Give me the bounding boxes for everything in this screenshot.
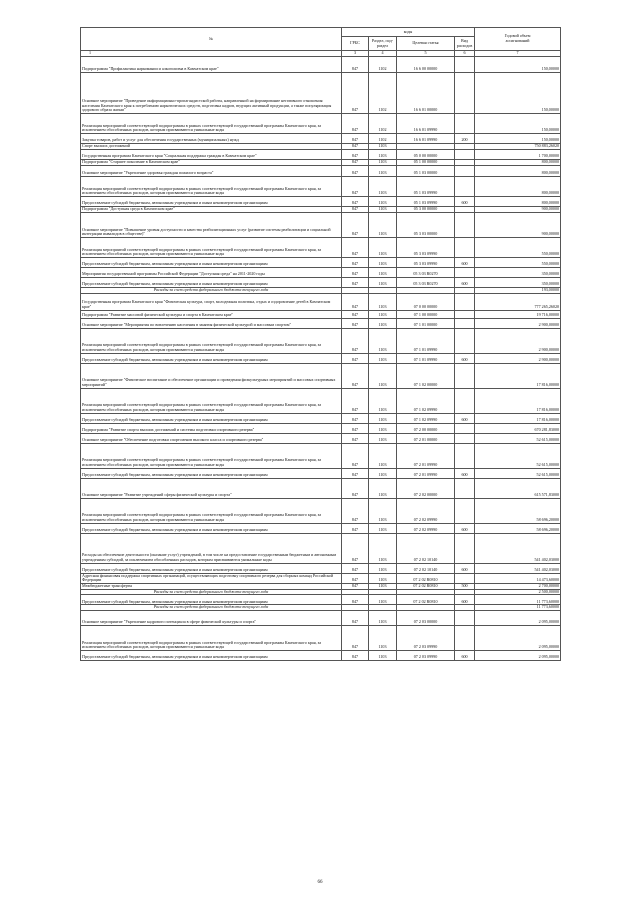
header-section: Раздел, под- раздел (369, 37, 397, 51)
row-grbs: 847 (342, 160, 369, 166)
row-section: 1103 (369, 443, 397, 468)
row-grbs: 847 (342, 423, 369, 433)
row-target-article: 07 2 03 00000 (397, 610, 455, 625)
table-row (81, 413, 561, 423)
row-section: 1103 (369, 650, 397, 660)
table-row (81, 478, 561, 498)
row-grbs: 847 (342, 443, 369, 468)
row-amount: 800,00000 (475, 177, 561, 197)
row-target-article: 07 2 01 00000 (397, 433, 455, 443)
row-target-article: 05 3 00 00000 (397, 207, 455, 213)
row-amount: 2 095,00000 (475, 610, 561, 625)
row-grbs: 847 (342, 478, 369, 498)
header-codes: коды (342, 28, 475, 37)
row-expense-type (455, 478, 475, 498)
row-grbs: 847 (342, 433, 369, 443)
row-section: 1103 (369, 498, 397, 523)
row-section: 1102 (369, 73, 397, 114)
row-section: 1103 (369, 207, 397, 213)
table-row (81, 423, 561, 433)
table-row (81, 388, 561, 413)
row-name: Реализация мероприятий соответствующей подпрограммы в рамках соответствующей государственной программы Камчатского края, за исключением обособленных расходов, которым присваиваются уникальные коды (81, 238, 342, 258)
row-grbs: 847 (342, 197, 369, 207)
row-section: 1103 (369, 258, 397, 268)
row-target-article: 07 1 02 00000 (397, 363, 455, 388)
row-target-article: 07 2 02 10140 (397, 563, 455, 573)
row-amount: 800,00000 (475, 197, 561, 207)
row-target-article: 16 6 01 09990 (397, 134, 455, 144)
row-grbs: 847 (342, 150, 369, 160)
row-grbs: 847 (342, 573, 369, 583)
row-name: Расходы за счет средств федерального бюджета текущего года (81, 288, 342, 294)
row-amount: 900,00000 (475, 213, 561, 238)
table-row (81, 328, 561, 353)
row-grbs: 847 (342, 57, 369, 73)
row-expense-type: 600 (455, 197, 475, 207)
row-name: Основное мероприятие "Обеспечение подготовки спортсменов высокого класса и спортивного резерва" (81, 433, 342, 443)
table-row (81, 134, 561, 144)
row-name: Подпрограмма "Развитие массовой физической культуры и спорта в Камчатском крае" (81, 310, 342, 318)
row-name: Предоставление субсидий бюджетным, автономным учреждениям и иным некоммерческим организациям (81, 468, 342, 478)
header-annual: Годовой объем ассигнований (475, 28, 561, 51)
row-expense-type: 600 (455, 650, 475, 660)
header-num: № (81, 28, 342, 51)
row-grbs: 847 (342, 498, 369, 523)
row-name: Подпрограмма "Профилактика наркомании и алкоголизма в Камчатском крае" (81, 57, 342, 73)
row-section: 1102 (369, 134, 397, 144)
budget-table (80, 27, 561, 661)
row-section: 1103 (369, 573, 397, 583)
row-target-article: 07 1 01 09990 (397, 328, 455, 353)
row-target-article: 07 2 02 R0810 (397, 573, 455, 583)
row-amount: 800,00000 (475, 166, 561, 177)
row-section: 1103 (369, 293, 397, 310)
row-target-article: 07 2 01 09990 (397, 468, 455, 478)
row-target-article: 05 3 03 09990 (397, 258, 455, 268)
row-amount: 2 500,00000 (475, 589, 561, 595)
row-name: Реализация мероприятий соответствующей подпрограммы в рамках соответствующей государственной программы Камчатского края, за исключением обособленных расходов, которым присваиваются уникальные коды (81, 443, 342, 468)
row-expense-type (455, 238, 475, 258)
row-target-article: 07 2 00 00000 (397, 423, 455, 433)
table-row (81, 293, 561, 310)
table-row (81, 268, 561, 278)
row-amount: 58 696,20000 (475, 498, 561, 523)
row-expense-type (455, 388, 475, 413)
row-target-article: 07 1 02 09990 (397, 388, 455, 413)
row-name: Основное мероприятие "Развитие учреждений сферы физической культуры и спорта" (81, 478, 342, 498)
table-row (81, 114, 561, 134)
row-name: Расходы за счет средств федерального бюджета текущего года (81, 605, 342, 611)
row-expense-type (455, 150, 475, 160)
row-grbs: 847 (342, 177, 369, 197)
row-amount: 777 265,26020 (475, 293, 561, 310)
row-grbs: 847 (342, 258, 369, 268)
table-row (81, 73, 561, 114)
table-row (81, 57, 561, 73)
row-target-article: 07 1 01 00000 (397, 318, 455, 328)
row-name: Подпрограмма "Развитие спорта высших достижений и системы подготовки спортивного резерва" (81, 423, 342, 433)
row-grbs: 847 (342, 595, 369, 605)
row-expense-type (455, 73, 475, 114)
row-name: Расходы на обеспечение деятельности (оказание услуг) учреждений, в том числе на предоставление государственным бюджетным и автономным учреждениям субсидий, за исключением обособленных расходов, которым присваиваются уникальные коды (81, 533, 342, 563)
colnum-6: 6 (455, 51, 475, 57)
row-amount: 670 281,83000 (475, 423, 561, 433)
row-section: 1103 (369, 150, 397, 160)
row-grbs: 847 (342, 134, 369, 144)
row-section: 1103 (369, 353, 397, 363)
row-section: 1103 (369, 413, 397, 423)
row-name: Реализация мероприятий соответствующей подпрограммы в рамках соответствующей государственной программы Камчатского края, за исключением обособленных расходов, которым присваиваются уникальные коды (81, 114, 342, 134)
row-expense-type (455, 423, 475, 433)
table-body (81, 57, 561, 661)
table-row (81, 197, 561, 207)
row-amount: 14 473,60000 (475, 573, 561, 583)
row-grbs: 847 (342, 144, 369, 150)
row-target-article: 05 1 03 09990 (397, 197, 455, 207)
row-expense-type (455, 363, 475, 388)
row-expense-type: 600 (455, 278, 475, 288)
header-target: Целевая статья (397, 37, 455, 51)
row-target-article: 07 2 02 10140 (397, 533, 455, 563)
row-section: 1103 (369, 177, 397, 197)
row-expense-type: 600 (455, 468, 475, 478)
table-row (81, 595, 561, 605)
row-name: Основное мероприятие "Проведение информационно-пропагандистской работы, направленной на формирование негативного отношения населения Камчатского края к потреблению наркотических средств, подготовка кадров, ведущих активный продукции, а также популяризация здорового образа жизни" (81, 73, 342, 114)
row-target-article: 16 6 01 09990 (397, 114, 455, 134)
row-target-article: 07 2 02 R0810 (397, 595, 455, 605)
row-name: Основное мероприятие "Укрепление здоровья граждан пожилого возраста" (81, 166, 342, 177)
row-name: Реализация мероприятий соответствующей подпрограммы в рамках соответствующей государственной программы Камчатского края, за исключением обособленных расходов, которым присваиваются уникальные коды (81, 177, 342, 197)
row-expense-type (455, 443, 475, 468)
row-grbs: 847 (342, 650, 369, 660)
row-name: Подпрограмма "Старшее поколение в Камчатском крае" (81, 160, 342, 166)
row-section: 1103 (369, 144, 397, 150)
row-section: 1103 (369, 166, 397, 177)
row-expense-type (455, 625, 475, 650)
row-section: 1103 (369, 610, 397, 625)
header-exp-type: Вид расходов (455, 37, 475, 51)
row-amount: 52 615,00000 (475, 443, 561, 468)
row-grbs: 847 (342, 213, 369, 238)
row-amount: 150,00000 (475, 114, 561, 134)
row-amount: 541 402,03000 (475, 533, 561, 563)
row-name: Государственная программа Камчатского края "Физическая культура, спорт, молодежная политика, отдых и оздоровление детей в Камчатском крае" (81, 293, 342, 310)
row-grbs: 847 (342, 268, 369, 278)
row-name: Предоставление субсидий бюджетным, автономным учреждениям и иным некоммерческим организациям (81, 650, 342, 660)
row-grbs: 847 (342, 207, 369, 213)
row-amount: 2 900,00000 (475, 353, 561, 363)
row-name: Межбюджетные трансферты (81, 583, 342, 589)
row-name: Предоставление субсидий бюджетным, автономным учреждениям и иным некоммерческим организациям (81, 353, 342, 363)
row-name: Основное мероприятие "Мероприятия по вовлечению населения в занятия физической культурой и массовым спортом" (81, 318, 342, 328)
row-expense-type: 600 (455, 595, 475, 605)
row-grbs: 847 (342, 468, 369, 478)
row-expense-type: 600 (455, 353, 475, 363)
row-section: 1103 (369, 563, 397, 573)
row-name: Реализация мероприятий соответствующей подпрограммы в рамках соответствующей государственной программы Камчатского края, за исключением обособленных расходов, которым присваиваются уникальные коды (81, 388, 342, 413)
row-grbs: 847 (342, 328, 369, 353)
row-name: Реализация мероприятий соответствующей подпрограммы в рамках соответствующей государственной программы Камчатского края, за исключением обособленных расходов, которым присваиваются уникальные коды (81, 328, 342, 353)
row-section: 1103 (369, 388, 397, 413)
row-amount: 150,00000 (475, 134, 561, 144)
row-section: 1103 (369, 238, 397, 258)
row-section: 1102 (369, 57, 397, 73)
table-row (81, 258, 561, 268)
row-grbs: 847 (342, 293, 369, 310)
row-grbs: 847 (342, 114, 369, 134)
row-amount: 550,00000 (475, 238, 561, 258)
row-expense-type (455, 433, 475, 443)
row-amount: 800,00000 (475, 160, 561, 166)
row-amount: 52 615,00000 (475, 468, 561, 478)
row-target-article: 16 6 00 00000 (397, 57, 455, 73)
row-section: 1103 (369, 213, 397, 238)
row-target-article: 07 2 02 09990 (397, 498, 455, 523)
table-row (81, 523, 561, 533)
row-section: 1103 (369, 278, 397, 288)
row-grbs: 847 (342, 310, 369, 318)
row-name: Предоставление субсидий бюджетным, автономным учреждениям и иным некоммерческим организациям (81, 523, 342, 533)
row-amount: 615 571,83000 (475, 478, 561, 498)
row-section: 1103 (369, 533, 397, 563)
row-amount: 2 700,00000 (475, 583, 561, 589)
row-target-article: 07 2 02 09990 (397, 523, 455, 533)
row-target-article: 07 2 03 09990 (397, 625, 455, 650)
colnum-3: 3 (342, 51, 369, 57)
row-name: Закупка товаров, работ и услуг для обеспечения государственных (муниципальных) нужд (81, 134, 342, 144)
row-target-article: 07 0 00 00000 (397, 293, 455, 310)
colnum-1: 1 (81, 51, 342, 57)
row-section: 1103 (369, 197, 397, 207)
row-expense-type (455, 213, 475, 238)
table-row (81, 533, 561, 563)
table-row (81, 213, 561, 238)
row-name: Предоставление субсидий бюджетным, автономным учреждениям и иным некоммерческим организациям (81, 563, 342, 573)
colnum-7: 7 (475, 51, 561, 57)
row-name: Расходы за счет средств федерального бюджета текущего года (81, 589, 342, 595)
table-row (81, 166, 561, 177)
header-grbs: ГРБС (342, 37, 369, 51)
row-grbs: 847 (342, 353, 369, 363)
table-row (81, 573, 561, 583)
row-name: Адресная финансовая поддержка спортивных организаций, осуществляющих подготовку спортивного резерва для сборных команд Российской Федерации (81, 573, 342, 583)
row-name: Предоставление субсидий бюджетным, автономным учреждениям и иным некоммерческим организациям (81, 595, 342, 605)
row-expense-type (455, 114, 475, 134)
row-target-article: 05 3 03 09990 (397, 238, 455, 258)
row-amount: 193,00000 (475, 288, 561, 294)
row-section: 1103 (369, 363, 397, 388)
row-grbs: 847 (342, 363, 369, 388)
row-expense-type (455, 166, 475, 177)
row-amount: 1 700,00000 (475, 150, 561, 160)
row-expense-type (455, 610, 475, 625)
row-expense-type (455, 328, 475, 353)
row-section: 1103 (369, 478, 397, 498)
row-name: Основное мероприятие "Физическое воспитание и обеспечение организации и проведения физкультурных мероприятий и массовых спортивных мероприятий" (81, 363, 342, 388)
row-amount: 750 883,26020 (475, 144, 561, 150)
table-row (81, 563, 561, 573)
row-name: Подпрограмма "Доступная среда в Камчатском крае" (81, 207, 342, 213)
row-section: 1103 (369, 625, 397, 650)
row-section: 1102 (369, 114, 397, 134)
page-number: 66 (317, 880, 323, 885)
row-section: 1103 (369, 268, 397, 278)
row-amount: 900,00000 (475, 207, 561, 213)
row-amount: 58 696,20000 (475, 523, 561, 533)
row-target-article: 05 3 03 00000 (397, 213, 455, 238)
row-grbs: 847 (342, 278, 369, 288)
row-grbs: 847 (342, 523, 369, 533)
row-target-article: 05 0 00 00000 (397, 150, 455, 160)
row-grbs: 847 (342, 238, 369, 258)
row-expense-type (455, 318, 475, 328)
row-grbs: 847 (342, 318, 369, 328)
row-expense-type (455, 177, 475, 197)
row-amount: 2 900,00000 (475, 318, 561, 328)
row-amount: 541 402,03000 (475, 563, 561, 573)
row-expense-type (455, 57, 475, 73)
row-section: 1103 (369, 523, 397, 533)
row-expense-type: 600 (455, 563, 475, 573)
row-target-article: 05 1 03 00000 (397, 166, 455, 177)
row-target-article: 07 2 02 00000 (397, 478, 455, 498)
colnum-4: 4 (369, 51, 397, 57)
row-grbs: 847 (342, 563, 369, 573)
row-amount: 150,00000 (475, 73, 561, 114)
row-expense-type (455, 533, 475, 563)
row-target-article: 05 1 00 00000 (397, 160, 455, 166)
row-target-article: 05 1 03 09990 (397, 177, 455, 197)
table-row (81, 353, 561, 363)
row-section: 1103 (369, 318, 397, 328)
row-amount: 2 095,00000 (475, 625, 561, 650)
row-amount: 17 816,00000 (475, 413, 561, 423)
table-row (81, 498, 561, 523)
row-name: Реализация мероприятий соответствующей подпрограммы в рамках соответствующей государственной программы Камчатского края, за исключением обособленных расходов, которым присваиваются уникальные коды (81, 498, 342, 523)
row-grbs: 847 (342, 625, 369, 650)
row-amount: 150,00000 (475, 57, 561, 73)
row-name: Предоставление субсидий бюджетным, автономным учреждениям и иным некоммерческим организациям (81, 413, 342, 423)
row-grbs: 847 (342, 73, 369, 114)
row-section: 1103 (369, 328, 397, 353)
row-name: Мероприятия государственной программы Российской Федерации "Доступная среда" на 2011-2020 годы (81, 268, 342, 278)
row-section: 1103 (369, 423, 397, 433)
row-target-article: 07 1 00 00000 (397, 310, 455, 318)
row-amount: 17 816,00000 (475, 388, 561, 413)
row-target-article: 05 3 03 R0270 (397, 268, 455, 278)
row-target-article: 07 1 01 09990 (397, 353, 455, 363)
row-amount: 19 716,00000 (475, 310, 561, 318)
row-name: Государственная программа Камчатского края "Социальная поддержка граждан в Камчатском крае" (81, 150, 342, 160)
row-grbs: 847 (342, 583, 369, 589)
row-name: Основное мероприятие "Укрепление кадрового потенциала в сфере физической культуры и спорта" (81, 610, 342, 625)
row-amount: 350,00000 (475, 268, 561, 278)
table-row (81, 278, 561, 288)
table-header (81, 28, 561, 57)
row-expense-type: 600 (455, 258, 475, 268)
table-row (81, 625, 561, 650)
row-target-article: 07 2 01 09990 (397, 443, 455, 468)
row-section: 1103 (369, 468, 397, 478)
row-grbs: 847 (342, 388, 369, 413)
table-row (81, 310, 561, 318)
row-target-article: 07 2 03 09990 (397, 650, 455, 660)
table-row (81, 318, 561, 328)
table-row (81, 177, 561, 197)
row-target-article: 07 1 02 09990 (397, 413, 455, 423)
row-expense-type (455, 268, 475, 278)
row-section: 1103 (369, 583, 397, 589)
row-amount: 52 615,00000 (475, 433, 561, 443)
row-grbs: 847 (342, 610, 369, 625)
row-section: 1103 (369, 595, 397, 605)
row-amount: 2 900,00000 (475, 328, 561, 353)
row-expense-type (455, 310, 475, 318)
row-amount: 11 773,60000 (475, 595, 561, 605)
row-expense-type: 600 (455, 413, 475, 423)
row-amount: 2 095,00000 (475, 650, 561, 660)
row-expense-type (455, 573, 475, 583)
row-name: Предоставление субсидий бюджетным, автономным учреждениям и иным некоммерческим организациям (81, 258, 342, 268)
colnum-5: 5 (397, 51, 455, 57)
table-row (81, 468, 561, 478)
row-name: Предоставление субсидий бюджетным, автономным учреждениям и иным некоммерческим организациям (81, 278, 342, 288)
row-name: Реализация мероприятий соответствующей подпрограммы в рамках соответствующей государственной программы Камчатского края, за исключением обособленных расходов, которым присваиваются уникальные коды (81, 625, 342, 650)
table-row (81, 610, 561, 625)
row-section: 1103 (369, 310, 397, 318)
row-grbs: 847 (342, 413, 369, 423)
table-row (81, 363, 561, 388)
row-name: Основное мероприятие "Повышение уровня доступности и качества реабилитационных услуг (развитие системы реабилитации и социальной интеграции инвалидов в обществе)" (81, 213, 342, 238)
row-expense-type (455, 293, 475, 310)
table-row (81, 443, 561, 468)
table-row (81, 433, 561, 443)
table-row (81, 238, 561, 258)
row-amount: 550,00000 (475, 258, 561, 268)
row-amount: 17 816,00000 (475, 363, 561, 388)
row-amount: 350,00000 (475, 278, 561, 288)
row-grbs: 847 (342, 166, 369, 177)
row-section: 1103 (369, 160, 397, 166)
table-row (81, 650, 561, 660)
row-name: Предоставление субсидий бюджетным, автономным учреждениям и иным некоммерческим организациям (81, 197, 342, 207)
row-target-article: 16 6 01 00000 (397, 73, 455, 114)
row-target-article: 07 2 02 R0810 (397, 583, 455, 589)
row-amount: 11 773,60000 (475, 605, 561, 611)
row-expense-type (455, 498, 475, 523)
row-expense-type: 200 (455, 134, 475, 144)
row-expense-type: 500 (455, 583, 475, 589)
table-row (81, 150, 561, 160)
row-section: 1103 (369, 433, 397, 443)
row-name: Спорт высших достижений (81, 144, 342, 150)
row-grbs: 847 (342, 533, 369, 563)
row-expense-type: 600 (455, 523, 475, 533)
row-target-article: 05 3 03 R0270 (397, 278, 455, 288)
